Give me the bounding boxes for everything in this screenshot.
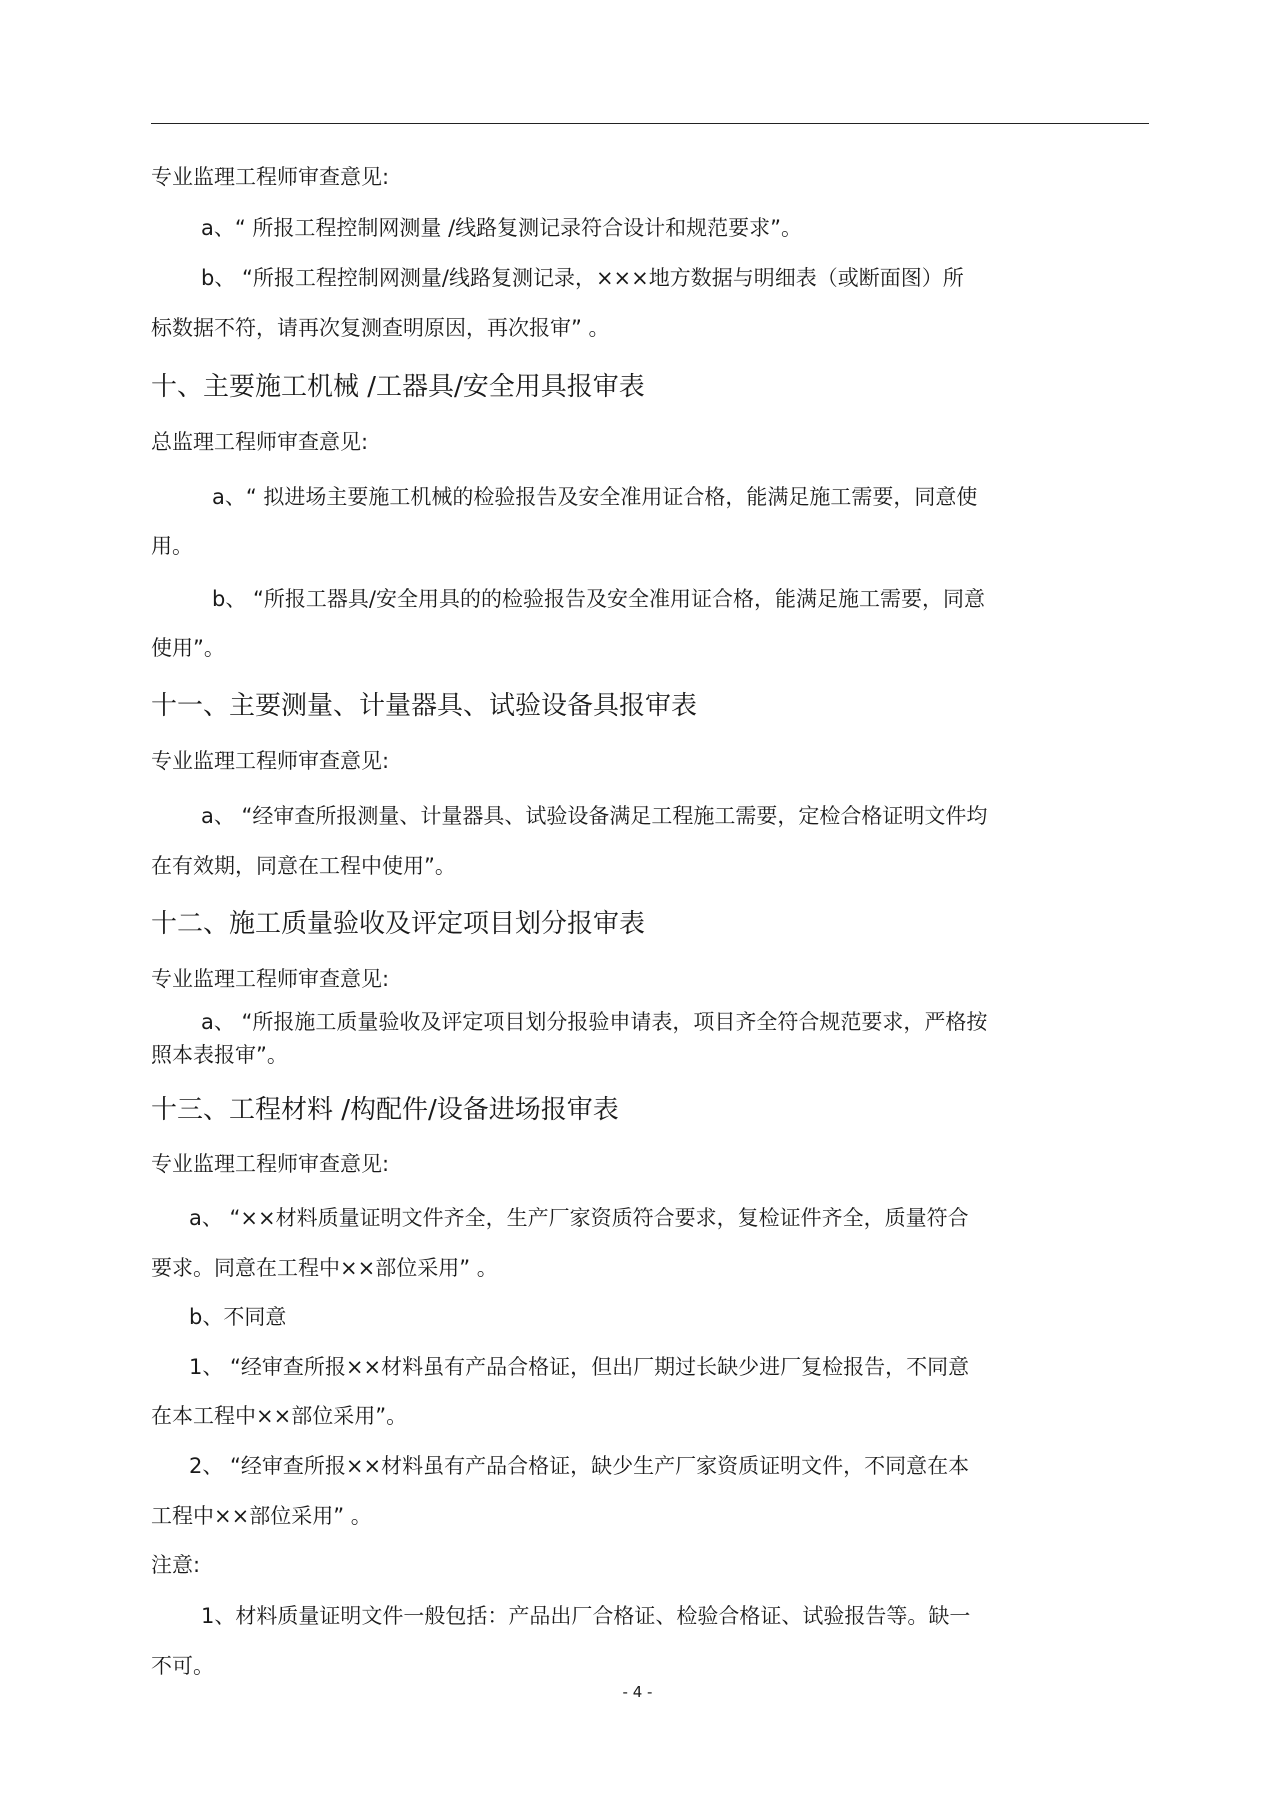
opinion-text: 工程中××部位采用” 。 [151, 1504, 372, 1528]
opinion-text: 照本表报审”。 [151, 1043, 288, 1067]
review-label: 总监理工程师审查意见: [151, 430, 369, 454]
opinion-text: b、 “所报工器具/安全用具的的检验报告及安全准用证合格，能满足施工需要，同意 [212, 587, 985, 611]
review-label: 专业监理工程师审查意见: [151, 1152, 390, 1176]
header-rule [151, 123, 1149, 124]
opinion-text: 在有效期，同意在工程中使用”。 [151, 854, 456, 878]
note-text: 1、材料质量证明文件一般包括：产品出厂合格证、检验合格证、试验报告等。缺一 [201, 1604, 971, 1628]
review-label: 专业监理工程师审查意见: [151, 967, 390, 991]
opinion-text: 标数据不符，请再次复测查明原因，再次报审” 。 [151, 316, 610, 340]
review-label: 专业监理工程师审查意见: [151, 749, 390, 773]
opinion-text: 用。 [151, 534, 193, 558]
note-label: 注意: [151, 1553, 201, 1577]
opinion-text: a、“ 所报工程控制网测量 /线路复测记录符合设计和规范要求”。 [201, 216, 803, 240]
note-text: 不可。 [151, 1654, 214, 1678]
opinion-text: a、 “××材料质量证明文件齐全，生产厂家资质符合要求，复检证件齐全，质量符合 [189, 1206, 969, 1230]
section-heading: 十一、主要测量、计量器具、试验设备具报审表 [151, 691, 698, 721]
opinion-text: b、不同意 [189, 1305, 287, 1329]
opinion-text: 要求。同意在工程中××部位采用” 。 [151, 1256, 498, 1280]
opinion-text: a、 “所报施工质量验收及评定项目划分报验申请表，项目齐全符合规范要求，严格按 [201, 1010, 988, 1034]
section-heading: 十三、工程材料 /构配件/设备进场报审表 [151, 1095, 619, 1125]
review-label: 专业监理工程师审查意见: [151, 165, 390, 189]
opinion-text: 1、 “经审查所报××材料虽有产品合格证，但出厂期过长缺少进厂复检报告，不同意 [189, 1355, 970, 1379]
opinion-text: b、 “所报工程控制网测量/线路复测记录，×××地方数据与明细表（或断面图）所 [201, 266, 964, 290]
section-heading: 十二、施工质量验收及评定项目划分报审表 [151, 909, 646, 939]
opinion-text: 在本工程中××部位采用”。 [151, 1404, 408, 1428]
opinion-text: 使用”。 [151, 636, 225, 660]
section-heading: 十、主要施工机械 /工器具/安全用具报审表 [151, 372, 645, 402]
opinion-text: 2、 “经审查所报××材料虽有产品合格证，缺少生产厂家资质证明文件，不同意在本 [189, 1454, 970, 1478]
page-number: - 4 - [622, 1683, 653, 1701]
opinion-text: a、 “经审查所报测量、计量器具、试验设备满足工程施工需要，定检合格证明文件均 [201, 804, 988, 828]
opinion-text: a、“ 拟进场主要施工机械的检验报告及安全准用证合格，能满足施工需要，同意使 [212, 485, 978, 509]
